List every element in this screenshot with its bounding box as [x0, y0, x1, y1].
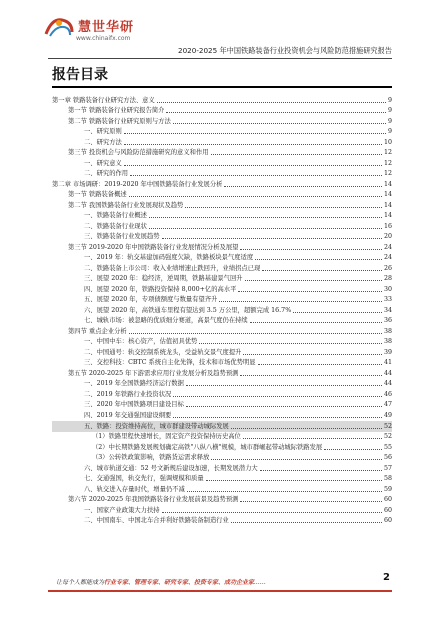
- toc-entry[interactable]: [52, 358, 392, 369]
- toc-entry-page: 47: [383, 401, 392, 409]
- toc-leader-dots: [124, 144, 382, 145]
- toc-entry-page: 33: [383, 296, 392, 304]
- toc-entry[interactable]: [52, 211, 392, 222]
- toc-entry-page: 9: [387, 117, 392, 125]
- toc-entry-page: 57: [383, 464, 392, 472]
- toc-entry[interactable]: [52, 148, 392, 159]
- toc-leader-dots: [129, 333, 382, 334]
- toc-entry-page: 46: [383, 390, 392, 398]
- toc-entry[interactable]: [52, 242, 392, 253]
- toc-entry-title: 二、研究方法: [84, 138, 122, 146]
- toc-entry-page: 9: [387, 128, 392, 136]
- toc-entry[interactable]: [52, 326, 392, 337]
- toc-entry-title: 第五节 2020-2025 年下游需求应用行业发展分析及趋势预测: [68, 369, 239, 377]
- toc-leader-dots: [238, 291, 382, 292]
- toc-entry[interactable]: [52, 274, 392, 285]
- toc-leader-dots: [130, 175, 382, 176]
- footer-slogan: [56, 577, 266, 586]
- toc-entry[interactable]: [52, 474, 392, 485]
- toc-entry[interactable]: [52, 337, 392, 348]
- toc-entry-page: 9: [387, 107, 392, 115]
- brand-logo-icon: [42, 14, 76, 40]
- footer-slogan-suffix: ……: [254, 579, 267, 586]
- toc-entry-page: 60: [383, 517, 392, 525]
- toc-entry[interactable]: [52, 432, 392, 443]
- toc-leader-dots: [124, 165, 382, 166]
- toc-entry-title: 三、展望 2020 年：稳经济，逆周期，铁路基建景气回升: [84, 275, 243, 283]
- toc-leader-dots: [255, 259, 382, 260]
- toc-leader-dots: [324, 449, 382, 450]
- toc-heading-divider: [52, 86, 392, 88]
- toc-entry-page: 60: [383, 506, 392, 514]
- page-footer: [0, 570, 440, 600]
- table-of-contents: [52, 95, 392, 526]
- toc-heading: 报告目录: [52, 67, 108, 83]
- toc-entry-title: 三、交控科技：CBTC 系统自主化先锋，技术和市场优势明显: [84, 359, 256, 367]
- toc-leader-dots: [258, 364, 382, 365]
- toc-entry-page: 14: [383, 212, 392, 220]
- toc-entry-title: 第一章 铁路装备行业研究方法、意义: [52, 96, 155, 104]
- toc-entry-page: 14: [383, 191, 392, 199]
- toc-entry-title: 第二节 铁路装备行业研究原则与方法: [68, 117, 171, 125]
- toc-entry-title: 二、2019 年铁路行业投资状况: [84, 390, 172, 398]
- toc-entry[interactable]: [52, 253, 392, 264]
- toc-entry-page: 38: [383, 338, 392, 346]
- toc-entry-title: 五、展望 2020 年，专项债额度与数量有望齐升: [84, 296, 218, 304]
- toc-leader-dots: [162, 512, 382, 513]
- toc-entry-title: 一、铁路装备行业概述: [84, 212, 147, 220]
- toc-entry[interactable]: [52, 453, 392, 464]
- toc-entry[interactable]: [52, 484, 392, 495]
- toc-entry-title: 第一节 铁路装备行业研究报告简介: [68, 107, 165, 115]
- toc-entry-page: 39: [383, 348, 392, 356]
- toc-entry-page: 38: [383, 327, 392, 335]
- toc-entry-page: 9: [387, 96, 392, 104]
- toc-leader-dots: [173, 396, 382, 397]
- toc-entry-title: 七、交通强国，轨交先行，强调规模和质量: [84, 475, 204, 483]
- toc-entry[interactable]: [52, 190, 392, 201]
- toc-entry-page: 58: [383, 475, 392, 483]
- toc-entry[interactable]: [52, 389, 392, 400]
- toc-entry[interactable]: [52, 95, 392, 106]
- toc-entry[interactable]: [52, 158, 392, 169]
- toc-entry-title: 一、国家产业政策大力扶持: [84, 506, 160, 514]
- toc-entry-title: 第三节 2019-2020 年中国铁路装备行业发展情况分析及展望: [68, 243, 239, 251]
- toc-leader-dots: [186, 385, 382, 386]
- header-divider: [48, 58, 392, 59]
- brand-logo: [36, 10, 146, 52]
- toc-leader-dots: [124, 133, 386, 134]
- toc-entry-page: 55: [383, 443, 392, 451]
- toc-entry-page: 34: [383, 306, 392, 314]
- toc-entry-page: 59: [383, 485, 392, 493]
- toc-leader-dots: [243, 438, 382, 439]
- toc-entry-page: 52: [383, 433, 392, 441]
- toc-entry[interactable]: [52, 221, 392, 232]
- toc-leader-dots: [240, 249, 382, 250]
- toc-entry-title: 七、城轨市场：被忽略的优质细分赛道，高景气度仍在持续: [84, 317, 248, 325]
- toc-leader-dots: [162, 238, 382, 239]
- toc-leader-dots: [240, 375, 382, 376]
- toc-entry-title: 第三节 投资机会与风险防范措施研究的意义和作用: [68, 149, 209, 157]
- toc-entry[interactable]: [52, 179, 392, 190]
- toc-entry-title: 二、中国南车、中国北车合并利好铁路装备制造行业: [84, 517, 229, 525]
- toc-leader-dots: [231, 428, 382, 429]
- toc-entry-page: 36: [383, 317, 392, 325]
- toc-entry-title: （2）中长期铁路发展规划确定高铁"八纵八横"规模，城市群崛起带动城际铁路发展: [92, 443, 323, 451]
- toc-entry[interactable]: [52, 232, 392, 243]
- page-header: [0, 0, 440, 60]
- toc-leader-dots: [129, 196, 382, 197]
- toc-leader-dots: [211, 459, 382, 460]
- toc-entry-page: 24: [383, 243, 392, 251]
- toc-leader-dots: [231, 522, 382, 523]
- toc-entry[interactable]: [52, 127, 392, 138]
- toc-entry-page: 56: [383, 454, 392, 462]
- toc-entry-page: 44: [383, 369, 392, 377]
- toc-leader-dots: [173, 417, 382, 418]
- toc-entry-page: 12: [383, 149, 392, 157]
- toc-entry[interactable]: [52, 295, 392, 306]
- toc-entry-page: 24: [383, 254, 392, 262]
- toc-entry-page: 60: [383, 496, 392, 504]
- toc-entry-title: 六、城市轨道交通：52 号文新规后建设加速，长期发展潜力大: [84, 464, 258, 472]
- toc-entry-title: 六、展望 2020 年，高铁通车里程有望达到 3.5 万公里，超额完成 16.7%: [84, 306, 292, 314]
- toc-entry-page: 14: [383, 201, 392, 209]
- toc-leader-dots: [206, 480, 382, 481]
- toc-leader-dots: [240, 501, 382, 502]
- toc-entry[interactable]: [52, 463, 392, 474]
- toc-leader-dots: [245, 280, 382, 281]
- toc-entry[interactable]: [52, 505, 392, 516]
- toc-leader-dots: [185, 207, 382, 208]
- toc-entry[interactable]: [52, 516, 392, 527]
- toc-entry-title: 第四节 重点企业分析: [68, 327, 127, 335]
- toc-leader-dots: [149, 228, 382, 229]
- toc-entry-title: 二、铁路装备上市公司：收入业绩增速止跌回升，业绩拐点已现: [84, 264, 261, 272]
- toc-entry[interactable]: [52, 442, 392, 453]
- toc-entry-title: 第二节 我国铁路装备行业发展现状及趋势: [68, 201, 184, 209]
- toc-entry-title: （3）公转铁政策影响，铁路货运需求释放: [92, 454, 210, 462]
- toc-leader-dots: [211, 154, 382, 155]
- toc-entry-title: 三、铁路装备行业发展趋势: [84, 233, 160, 241]
- toc-entry[interactable]: [52, 421, 392, 432]
- toc-entry-title: 二、中国通号：轨交控制系统龙头，受益轨交景气度提升: [84, 348, 242, 356]
- toc-leader-dots: [187, 491, 382, 492]
- toc-entry-page: 44: [383, 380, 392, 388]
- toc-entry-page: 49: [383, 411, 392, 419]
- toc-leader-dots: [262, 270, 382, 271]
- toc-entry-page: 16: [383, 222, 392, 230]
- toc-entry[interactable]: [52, 263, 392, 274]
- toc-leader-dots: [166, 112, 386, 113]
- toc-entry-page: 41: [383, 359, 392, 367]
- footer-slogan-roles: 行业专家、管理专家、研究专家、投资专家、成功企业家: [104, 579, 255, 586]
- toc-entry-title: 第一节 铁路装备概述: [68, 191, 127, 199]
- toc-leader-dots: [243, 354, 382, 355]
- brand-url: www.chinaifx.com: [76, 35, 131, 42]
- toc-entry[interactable]: [52, 137, 392, 148]
- toc-entry-page: 10: [383, 138, 392, 146]
- toc-entry[interactable]: [52, 284, 392, 295]
- toc-leader-dots: [173, 123, 386, 124]
- toc-entry-title: 一、2019 年：轨交基建加码强度欠缺，铁路板块景气度适度: [84, 254, 254, 262]
- toc-leader-dots: [186, 406, 382, 407]
- toc-entry[interactable]: [52, 169, 392, 180]
- toc-entry[interactable]: [52, 305, 392, 316]
- toc-entry[interactable]: [52, 368, 392, 379]
- toc-entry-title: 二、铁路装备行业现状: [84, 222, 147, 230]
- toc-entry-title: 八、轨交进入存量时代，增量仍不减: [84, 485, 185, 493]
- toc-leader-dots: [250, 322, 382, 323]
- toc-entry[interactable]: [52, 316, 392, 327]
- footer-accent-bar: [48, 590, 392, 592]
- toc-entry[interactable]: [52, 106, 392, 117]
- toc-entry-page: 14: [383, 180, 392, 188]
- toc-entry-title: 一、研究原则: [84, 128, 122, 136]
- footer-slogan-prefix: 让每个人都能成为: [56, 579, 105, 586]
- toc-entry-title: 第六节 2020-2025 年我国铁路装备行业发展前景及趋势预测: [68, 496, 239, 504]
- toc-entry-title: 四、展望 2020 年，铁路投资保持 8,000+亿的高水平: [84, 285, 237, 293]
- toc-entry-title: 一、中国中车：核心资产，估值初具优势: [84, 338, 198, 346]
- toc-entry-title: 四、2019 年交通强国建设纲要: [84, 411, 172, 419]
- toc-entry-page: 12: [383, 170, 392, 178]
- toc-entry[interactable]: [52, 410, 392, 421]
- toc-entry[interactable]: [52, 200, 392, 211]
- toc-entry-page: 26: [383, 264, 392, 272]
- toc-leader-dots: [293, 312, 382, 313]
- toc-entry[interactable]: [52, 347, 392, 358]
- toc-entry-page: 20: [383, 233, 392, 241]
- toc-entry-title: （1）铁路里程快速增长，固定资产投资保持历史高位: [92, 433, 241, 441]
- toc-entry-title: 三、2020 年中国铁路项目建设目标: [84, 401, 184, 409]
- toc-entry-title: 五、铁路：投资维持高位，城市群建设带动城际发展: [84, 422, 229, 430]
- toc-leader-dots: [219, 301, 382, 302]
- toc-entry[interactable]: [52, 379, 392, 390]
- toc-leader-dots: [260, 470, 382, 471]
- toc-leader-dots: [149, 217, 382, 218]
- report-title: 2020-2025 年中国铁路装备行业投资机会与风险防范措施研究报告: [178, 46, 392, 55]
- toc-entry-page: 52: [383, 422, 392, 430]
- toc-entry[interactable]: [52, 400, 392, 411]
- toc-leader-dots: [224, 186, 382, 187]
- toc-entry[interactable]: [52, 495, 392, 506]
- toc-entry-page: 30: [383, 285, 392, 293]
- toc-entry[interactable]: [52, 116, 392, 127]
- toc-entry-title: 二、研究的作用: [84, 170, 129, 178]
- toc-leader-dots: [199, 343, 382, 344]
- toc-leader-dots: [157, 102, 386, 103]
- toc-entry-title: 第二章 市场调研：2019-2020 年中国铁路装备行业发展分析: [52, 180, 223, 188]
- page-number: 2: [383, 572, 390, 583]
- toc-entry-title: 一、研究意义: [84, 159, 122, 167]
- toc-entry-page: 12: [383, 159, 392, 167]
- brand-name: 慧世华研: [78, 20, 135, 35]
- toc-entry-title: 一、2019 年全国铁路经济运行数据: [84, 380, 184, 388]
- toc-entry-page: 28: [383, 275, 392, 283]
